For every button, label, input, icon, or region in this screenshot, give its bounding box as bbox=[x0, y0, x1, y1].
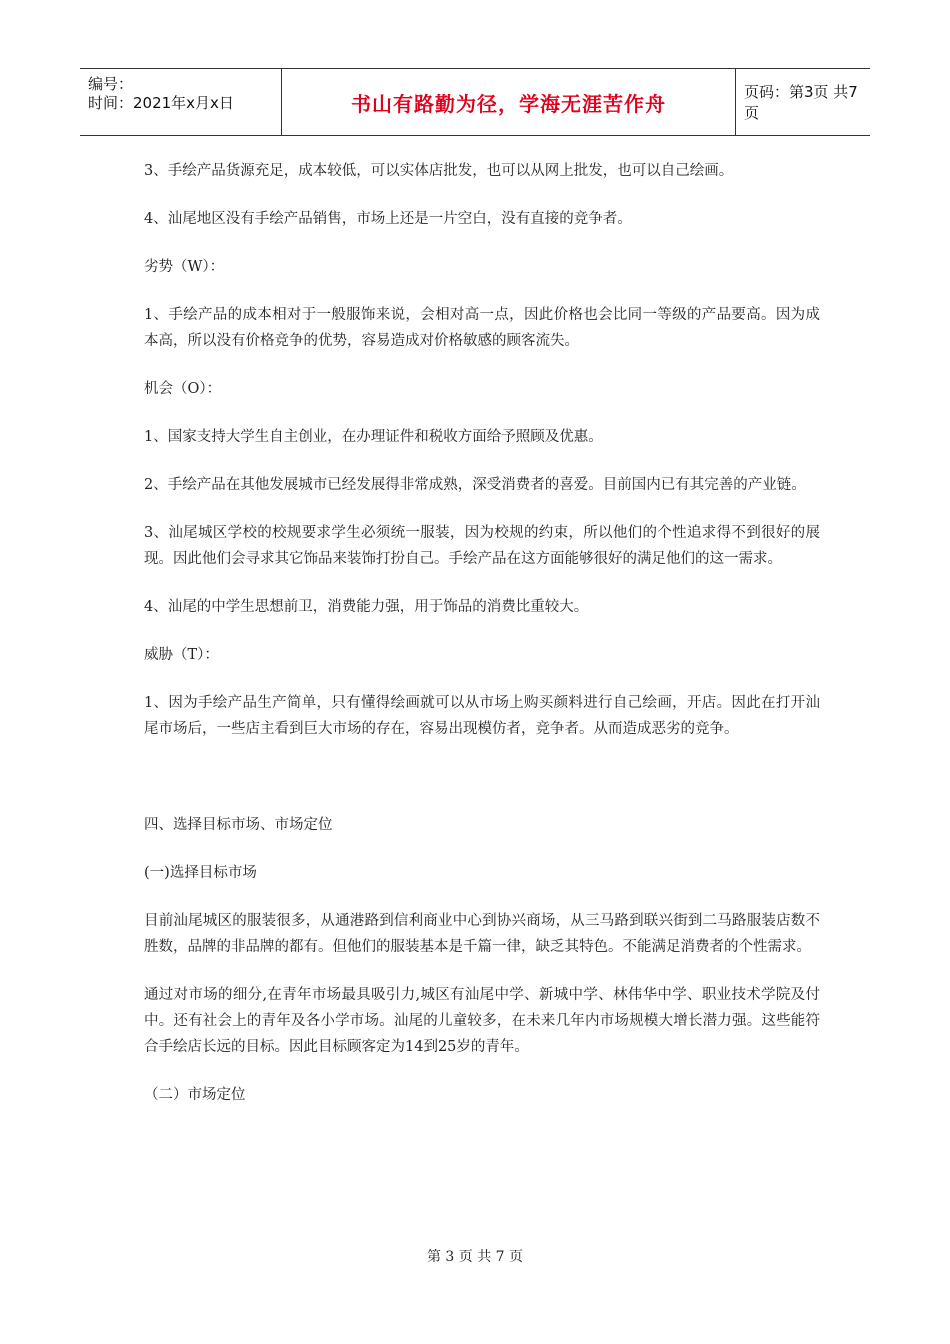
document-number-label: 编号： bbox=[88, 75, 134, 93]
section-heading-opportunity: 机会（O）： bbox=[144, 381, 222, 397]
header-meta-cell bbox=[80, 69, 282, 135]
paragraph: 3、汕尾城区学校的校规要求学生必须统一服装，因为校规的约束，所以他们的个性追求得不到很好的展现。因此他们会寻求其它饰品来装饰打扮自己。手绘产品在这方面能够很好的满足他们的这一需求。 bbox=[144, 525, 820, 567]
paragraph: 3、手绘产品货源充足，成本较低，可以实体店批发，也可以从网上批发，也可以自己绘画。 bbox=[144, 163, 734, 179]
section-heading-threat: 威胁（T）： bbox=[144, 647, 219, 663]
subsection-heading: （二）市场定位 bbox=[144, 1087, 246, 1103]
document-body bbox=[144, 158, 820, 1108]
document-time-label: 时间：2021年x月x日 bbox=[88, 94, 234, 112]
paragraph: 4、汕尾的中学生思想前卫，消费能力强，用于饰品的消费比重较大。 bbox=[144, 599, 589, 615]
document-header bbox=[80, 68, 870, 136]
paragraph: 1、国家支持大学生自主创业，在办理证件和税收方面给予照顾及优惠。 bbox=[144, 429, 603, 445]
paragraph: 4、汕尾地区没有手绘产品销售，市场上还是一片空白，没有直接的竞争者。 bbox=[144, 211, 632, 227]
paragraph: 1、手绘产品的成本相对于一般服饰来说，会相对高一点，因此价格也会比同一等级的产品要高。因为成本高，所以没有价格竞争的优势，容易造成对价格敏感的顾客流失。 bbox=[144, 307, 820, 349]
subsection-heading: (一)选择目标市场 bbox=[144, 865, 257, 881]
footer-page-number: 第 3 页 共 7 页 bbox=[426, 1249, 524, 1265]
paragraph: 目前汕尾城区的服装很多，从通港路到信利商业中心到协兴商场，从三马路到联兴街到二马路服装店数不胜数，品牌的非品牌的都有。但他们的服装基本是千篇一律，缺乏其特色。不能满足消费者的个性需求。 bbox=[144, 913, 820, 955]
header-page-label: 页码：第3页 共7页 bbox=[744, 83, 858, 122]
section-heading-weakness: 劣势（W）： bbox=[144, 259, 225, 275]
paragraph: 通过对市场的细分,在青年市场最具吸引力,城区有汕尾中学、新城中学、林伟华中学、职业技术学院及付中。还有社会上的青年及各小学市场。汕尾的儿童较多，在未来几年内市场规模大增长潜力强。这些能符合手绘店长远的目标。因此目标顾客定为14到25岁的青年。 bbox=[144, 987, 820, 1055]
chapter-heading: 四、选择目标市场、市场定位 bbox=[144, 817, 333, 833]
page-footer bbox=[0, 1246, 950, 1266]
header-page-cell bbox=[736, 69, 870, 135]
header-motto: 书山有路勤为径，学海无涯苦作舟 bbox=[351, 91, 666, 116]
header-motto-cell bbox=[282, 69, 736, 135]
paragraph: 1、因为手绘产品生产简单，只有懂得绘画就可以从市场上购买颜料进行自己绘画，开店。因此在打开汕尾市场后，一些店主看到巨大市场的存在，容易出现模仿者，竞争者。从而造成恶劣的竞争。 bbox=[144, 695, 820, 737]
paragraph: 2、手绘产品在其他发展城市已经发展得非常成熟，深受消费者的喜爱。目前国内已有其完善的产业链。 bbox=[144, 477, 806, 493]
